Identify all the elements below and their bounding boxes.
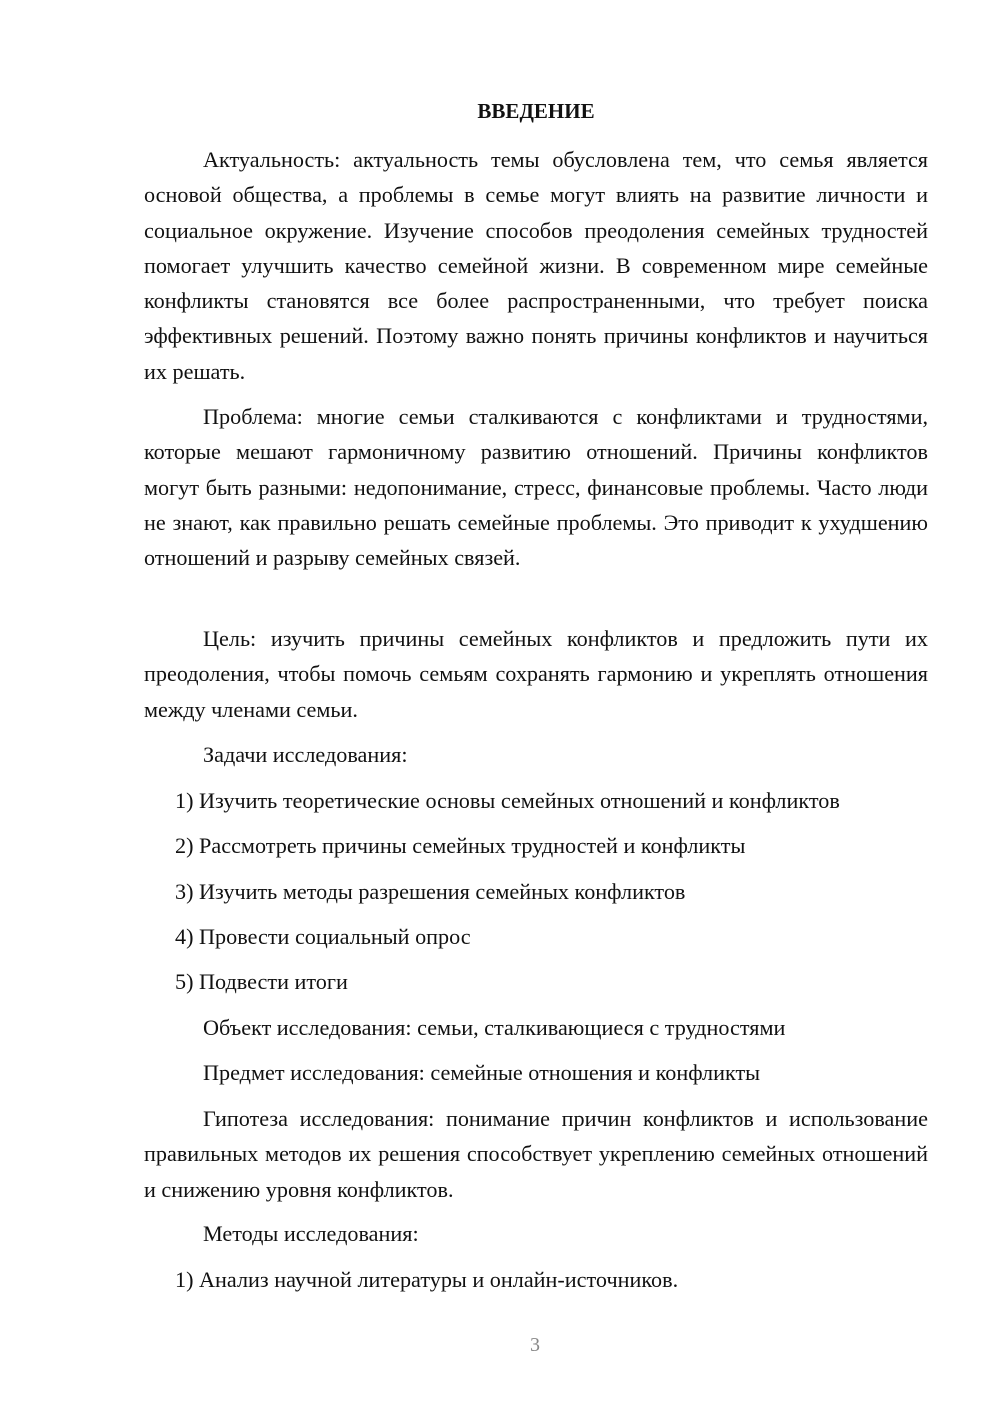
task-item-3: 3) Изучить методы разрешения семейных конфликтов: [175, 879, 686, 904]
page-number: 3: [530, 1334, 540, 1356]
task-item-5: 5) Подвести итоги: [175, 969, 348, 994]
task-item-4: 4) Провести социальный опрос: [175, 924, 471, 949]
relevance-paragraph: Актуальность: актуальность темы обусловлена тем, что семья является основой общества, а проблемы в семье могут влиять на развитие личности и социальное окружение. Изучение способов преодоления семейных трудностей помогает улучшить качество семейной жизни. В современном мире семейные конфликты становятся все более распространенными, что требует поиска эффективных решений. Поэтому важно понять причины конфликтов и научиться их решать.: [144, 147, 928, 384]
problem-paragraph: Проблема: многие семьи сталкиваются с конфликтами и трудностями, которые мешают гармоничному развитию отношений. Причины конфликтов могут быть разными: недопонимание, стресс, финансовые проблемы. Часто люди не знают, как правильно решать семейные проблемы. Это приводит к ухудшению отношений и разрыву семейных связей.: [144, 404, 928, 571]
methods-label: Методы исследования:: [203, 1221, 419, 1246]
goal-paragraph: Цель: изучить причины семейных конфликтов и предложить пути их преодоления, чтобы помочь семьям сохранять гармонию и укреплять отношения между членами семьи.: [144, 626, 928, 722]
hypothesis-paragraph: Гипотеза исследования: понимание причин конфликтов и использование правильных методов их решения способствует укреплению семейных отношений и снижению уровня конфликтов.: [144, 1106, 928, 1202]
task-item-2: 2) Рассмотреть причины семейных трудностей и конфликты: [175, 833, 746, 858]
method-item-1: 1) Анализ научной литературы и онлайн-источников.: [175, 1267, 679, 1292]
research-subject: Предмет исследования: семейные отношения и конфликты: [203, 1060, 761, 1085]
research-object: Объект исследования: семьи, сталкивающиеся с трудностями: [203, 1015, 786, 1040]
page-title: ВВЕДЕНИЕ: [477, 99, 595, 123]
task-item-1: 1) Изучить теоретические основы семейных отношений и конфликтов: [175, 788, 840, 813]
tasks-label: Задачи исследования:: [203, 742, 408, 767]
